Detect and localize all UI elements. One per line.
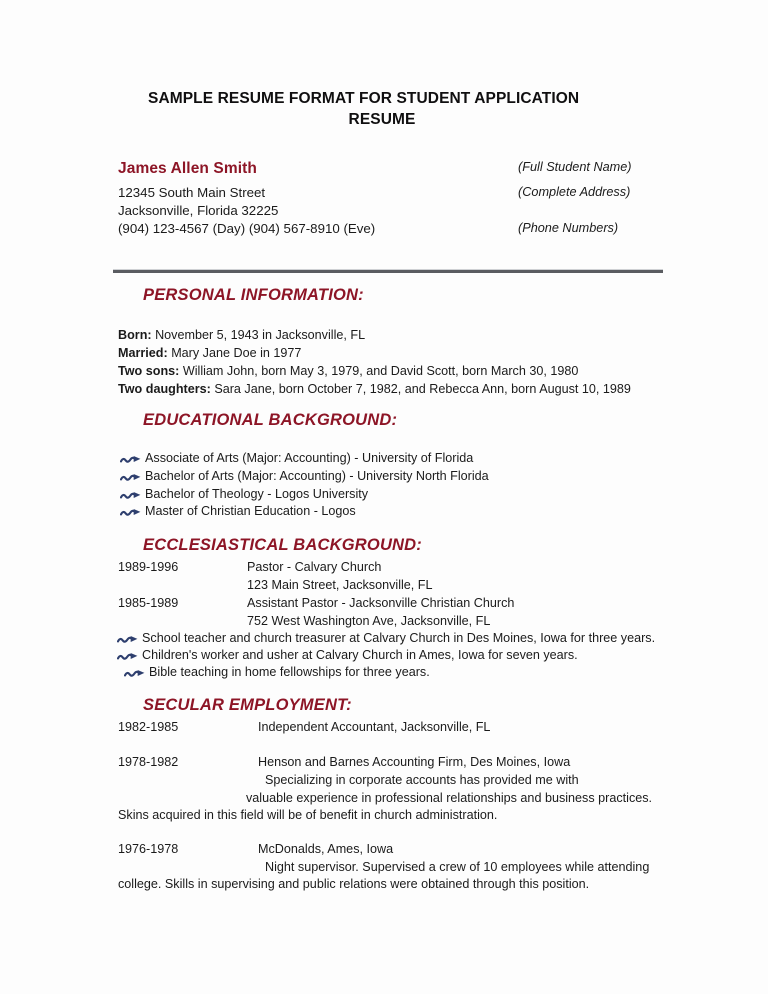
education-list-item-text: Associate of Arts (Major: Accounting) - University of Florida bbox=[145, 451, 474, 465]
applicant-name: James Allen Smith bbox=[118, 160, 257, 177]
entry-date-range: 1978-1982 bbox=[118, 755, 179, 769]
wavy-arrow-icon bbox=[120, 472, 142, 483]
entry-description: valuable experience in professional relationships and business practices. bbox=[246, 791, 653, 805]
personal-item-value: November 5, 1943 in Jacksonville, FL bbox=[155, 328, 366, 342]
page-title bbox=[148, 88, 628, 130]
education-list-item bbox=[120, 451, 473, 465]
page-title-line2: RESUME bbox=[348, 111, 416, 128]
entry-description: Specializing in corporate accounts has provided me with bbox=[265, 773, 579, 787]
contact-header-block bbox=[118, 160, 666, 236]
entry-description: 752 West Washington Ave, Jacksonville, FL bbox=[247, 614, 491, 628]
ecclesiastical-list-item-text: Children's worker and usher at Calvary Church in Ames, Iowa for seven years. bbox=[142, 648, 578, 662]
education-list-item-text: Bachelor of Arts (Major: Accounting) - University North Florida bbox=[145, 469, 489, 483]
applicant-phones: (904) 123-4567 (Day) (904) 567-8910 (Eve) bbox=[118, 221, 376, 236]
wavy-arrow-icon bbox=[117, 651, 139, 662]
personal-item-value: Sara Jane, born October 7, 1982, and Rebecca Ann, born August 10, 1989 bbox=[214, 382, 631, 396]
ecclesiastical-list-item bbox=[117, 648, 578, 662]
entry-date-range: 1985-1989 bbox=[118, 596, 179, 610]
annotation-phone-numbers: (Phone Numbers) bbox=[518, 221, 619, 235]
entry-description: Pastor - Calvary Church bbox=[247, 560, 382, 574]
education-list-item-text: Bachelor of Theology - Logos University bbox=[145, 487, 369, 501]
annotation-complete-address: (Complete Address) bbox=[518, 185, 631, 199]
personal-item bbox=[118, 364, 578, 378]
education-list-item bbox=[120, 469, 489, 483]
personal-item-label: Born: bbox=[118, 328, 152, 342]
entry-description: Assistant Pastor - Jacksonville Christian Church bbox=[247, 596, 515, 610]
personal-item bbox=[118, 382, 631, 396]
ecclesiastical-list-item bbox=[124, 665, 430, 679]
personal-item-value: Mary Jane Doe in 1977 bbox=[171, 346, 302, 360]
education-list-item bbox=[120, 504, 356, 518]
wavy-arrow-icon bbox=[120, 507, 142, 518]
entry-date-range: 1982-1985 bbox=[118, 720, 179, 734]
wavy-arrow-icon bbox=[120, 490, 142, 501]
entry-description: Independent Accountant, Jacksonville, FL bbox=[258, 720, 491, 734]
personal-item-value: William John, born May 3, 1979, and David Scott, born March 30, 1980 bbox=[182, 364, 579, 378]
entry-description: 123 Main Street, Jacksonville, FL bbox=[247, 578, 433, 592]
applicant-city-state-zip: Jacksonville, Florida 32225 bbox=[118, 203, 279, 218]
section-heading-secular-employment: SECULAR EMPLOYMENT: bbox=[143, 696, 352, 714]
section-heading-educational-background: EDUCATIONAL BACKGROUND: bbox=[143, 411, 398, 429]
horizontal-divider bbox=[113, 269, 663, 273]
personal-item-label: Two daughters: bbox=[118, 382, 211, 396]
applicant-street: 12345 South Main Street bbox=[118, 185, 266, 200]
entry-date-range: 1976-1978 bbox=[118, 842, 179, 856]
entry-description: McDonalds, Ames, Iowa bbox=[258, 842, 394, 856]
page-title-line1: SAMPLE RESUME FORMAT FOR STUDENT APPLICATION bbox=[148, 90, 580, 107]
entry-date-range: 1989-1996 bbox=[118, 560, 179, 574]
personal-item-label: Married: bbox=[118, 346, 168, 360]
section-heading-personal-information: PERSONAL INFORMATION: bbox=[143, 286, 364, 304]
wavy-arrow-icon bbox=[117, 634, 139, 645]
entry-description: Henson and Barnes Accounting Firm, Des Moines, Iowa bbox=[258, 755, 571, 769]
personal-item bbox=[118, 346, 301, 360]
entry-description: Night supervisor. Supervised a crew of 10 employees while attending bbox=[265, 860, 650, 874]
wavy-arrow-icon bbox=[120, 454, 142, 465]
education-list-item-text: Master of Christian Education - Logos bbox=[145, 504, 356, 518]
section-heading-ecclesiastical-background: ECCLESIASTICAL BACKGROUND: bbox=[143, 536, 422, 554]
annotation-full-student-name: (Full Student Name) bbox=[518, 160, 632, 174]
personal-item-label: Two sons: bbox=[118, 364, 180, 378]
header-row bbox=[118, 160, 666, 178]
wavy-arrow-icon bbox=[124, 668, 146, 679]
ecclesiastical-list-item bbox=[117, 631, 655, 645]
ecclesiastical-list-item-text: School teacher and church treasurer at Calvary Church in Des Moines, Iowa for three years. bbox=[142, 631, 656, 645]
personal-item bbox=[118, 328, 365, 342]
entry-description: Skins acquired in this field will be of benefit in church administration. bbox=[118, 808, 498, 822]
education-list-item bbox=[120, 487, 368, 501]
entry-description: college. Skills in supervising and public relations were obtained through this position. bbox=[118, 877, 590, 891]
ecclesiastical-list-item-text: Bible teaching in home fellowships for three years. bbox=[149, 665, 430, 679]
